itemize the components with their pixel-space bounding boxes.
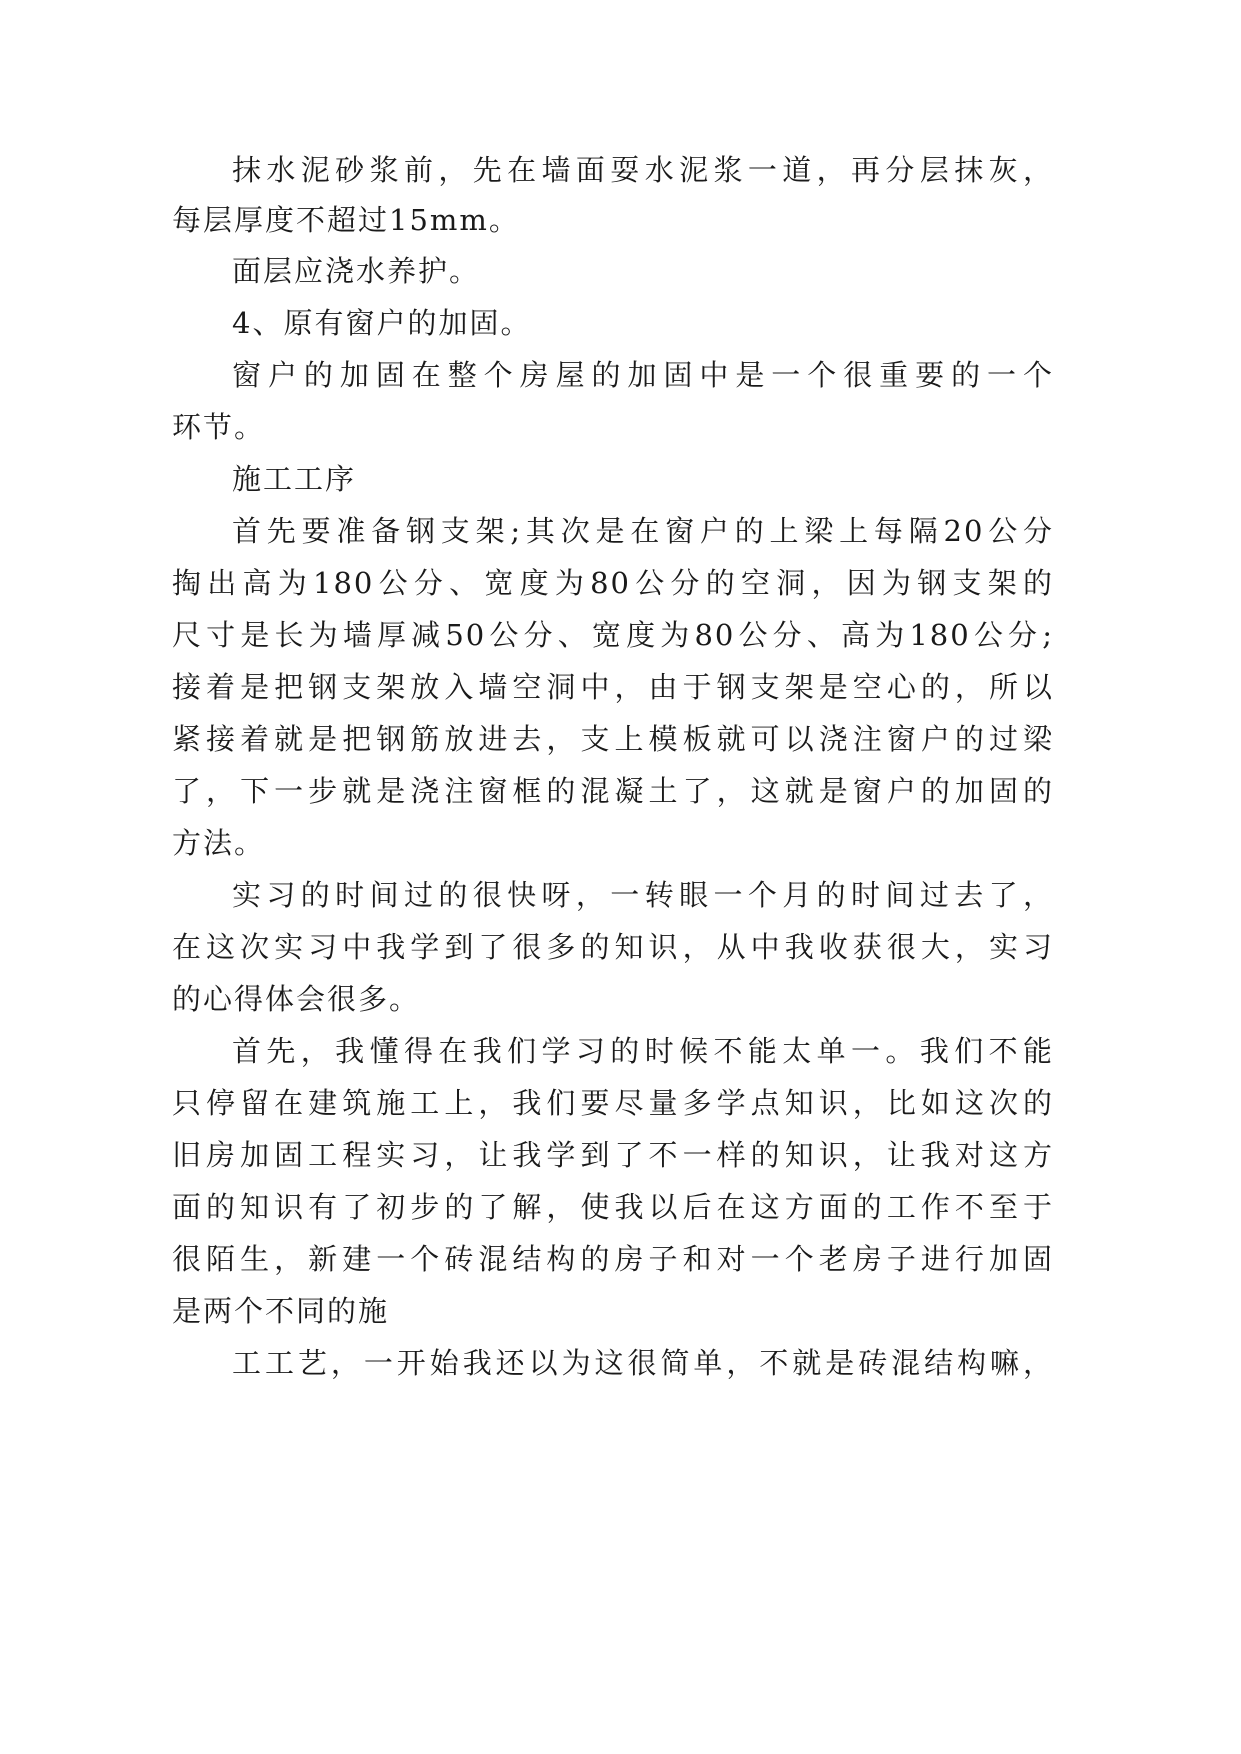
paragraph-6-line-1: 首先要准备钢支架;其次是在窗户的上梁上每隔20公分 [232, 514, 1054, 548]
paragraph-6-line-5: 紧接着就是把钢筋放进去，支上模板就可以浇注窗户的过梁 [172, 722, 1054, 756]
paragraph-6-line-7: 方法。 [172, 826, 266, 860]
paragraph-1-line-2: 每层厚度不超过15mm。 [172, 203, 520, 237]
paragraph-6-line-2: 掏出高为180公分、宽度为80公分的空洞，因为钢支架的 [172, 566, 1054, 600]
paragraph-8-line-6: 是两个不同的施 [172, 1294, 390, 1328]
paragraph-4-line-1: 窗户的加固在整个房屋的加固中是一个很重要的一个 [232, 358, 1054, 392]
paragraph-8-line-2: 只停留在建筑施工上，我们要尽量多学点知识，比如这次的 [172, 1086, 1054, 1120]
subheading-construction-procedure: 施工工序 [232, 462, 357, 496]
paragraph-6-line-6: 了，下一步就是浇注窗框的混凝土了，这就是窗户的加固的 [172, 774, 1054, 808]
section-heading-window-reinforcement: 4、原有窗户的加固。 [232, 306, 532, 340]
paragraph-1-line-1: 抹水泥砂浆前，先在墙面耍水泥浆一道，再分层抹灰， [232, 153, 1054, 187]
paragraph-4-line-2: 环节。 [172, 410, 266, 444]
paragraph-6-line-4: 接着是把钢支架放入墙空洞中，由于钢支架是空心的，所以 [172, 670, 1054, 704]
paragraph-7-line-3: 的心得体会很多。 [172, 982, 421, 1016]
paragraph-8-line-5: 很陌生，新建一个砖混结构的房子和对一个老房子进行加固 [172, 1242, 1054, 1276]
paragraph-8-line-3: 旧房加固工程实习，让我学到了不一样的知识，让我对这方 [172, 1138, 1054, 1172]
paragraph-2-line-1: 面层应浇水养护。 [232, 254, 481, 288]
paragraph-6-line-3: 尺寸是长为墙厚减50公分、宽度为80公分、高为180公分; [172, 618, 1054, 652]
paragraph-8-line-1: 首先，我懂得在我们学习的时候不能太单一。我们不能 [232, 1034, 1054, 1068]
paragraph-7-line-1: 实习的时间过的很快呀，一转眼一个月的时间过去了， [232, 878, 1054, 912]
paragraph-7-line-2: 在这次实习中我学到了很多的知识，从中我收获很大，实习 [172, 930, 1054, 964]
paragraph-9-line-1: 工工艺，一开始我还以为这很简单，不就是砖混结构嘛， [232, 1346, 1054, 1380]
paragraph-8-line-4: 面的知识有了初步的了解，使我以后在这方面的工作不至于 [172, 1190, 1054, 1224]
